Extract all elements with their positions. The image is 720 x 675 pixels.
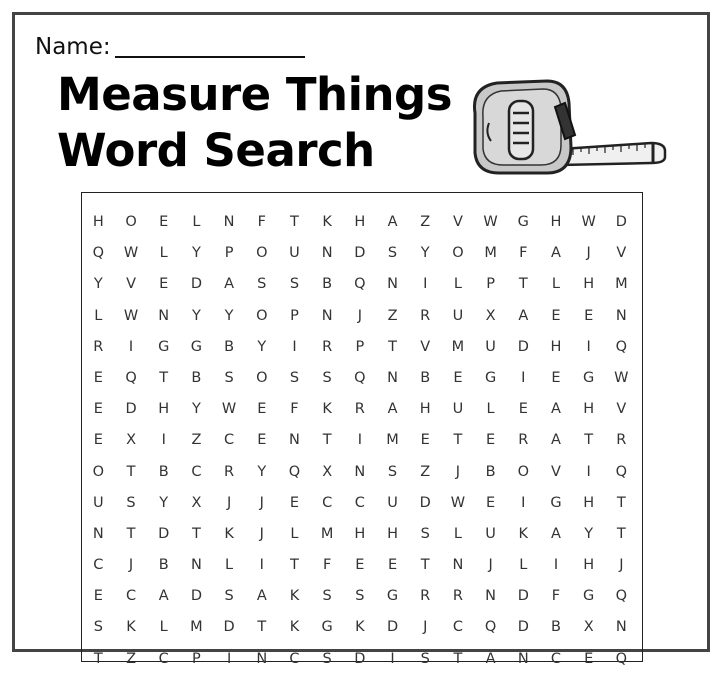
grid-letter: H (550, 338, 562, 355)
grid-letter: A (551, 525, 561, 542)
grid-letter: E (355, 557, 365, 574)
grid-letter: Q (615, 338, 628, 355)
grid-letter: L (551, 276, 561, 293)
grid-letter: S (322, 650, 332, 667)
grid-letter: L (159, 245, 168, 262)
grid-letter: S (224, 369, 234, 386)
grid-letter: T (453, 432, 463, 449)
grid-letter: Q (354, 369, 366, 386)
grid-letter: J (586, 245, 591, 262)
grid-letter: I (357, 432, 362, 449)
grid-letter: V (616, 245, 627, 262)
grid-letter: W (450, 494, 466, 511)
grid-letter: T (616, 525, 626, 542)
grid-letter: Q (615, 588, 628, 605)
grid-letter: E (93, 432, 103, 449)
grid-letter: T (322, 432, 332, 449)
grid-letter: F (519, 245, 528, 262)
grid-letter: Y (93, 276, 103, 293)
grid-letter: S (126, 494, 136, 511)
grid-letter: G (386, 588, 399, 605)
grid-letter: V (616, 401, 627, 418)
grid-letter: F (290, 401, 299, 418)
grid-letter: Q (615, 463, 628, 480)
grid-letter: T (126, 463, 136, 480)
grid-letter: Q (92, 245, 105, 262)
grid-letter: W (123, 307, 139, 324)
grid-letter: T (453, 650, 463, 667)
grid-letter: Z (387, 307, 398, 324)
grid-letter: L (290, 525, 299, 542)
worksheet-title (57, 67, 452, 179)
grid-letter: E (584, 307, 594, 324)
grid-letter: X (485, 307, 496, 324)
grid-letter: Q (354, 276, 366, 293)
grid-letter: E (486, 432, 496, 449)
grid-letter: U (387, 494, 398, 511)
grid-letter: L (453, 525, 462, 542)
grid-letter: I (521, 369, 526, 386)
grid-letter: N (321, 307, 333, 324)
grid-letter: K (126, 619, 136, 636)
grid-letter: Z (191, 432, 202, 449)
grid-row (82, 332, 642, 363)
grid-letter: A (551, 245, 561, 262)
grid-letter: G (583, 588, 595, 605)
grid-letter: D (354, 650, 366, 667)
title-line-1: Measure Things (57, 68, 453, 121)
grid-letter: M (320, 525, 334, 542)
grid-letter: K (355, 619, 365, 636)
grid-letter: O (256, 369, 268, 386)
grid-letter: T (420, 557, 430, 574)
grid-letter: S (289, 369, 300, 386)
grid-letter: V (551, 463, 561, 480)
grid-letter: P (192, 650, 201, 667)
grid-row (82, 581, 642, 612)
grid-letter: C (322, 494, 333, 511)
grid-letter: Y (257, 338, 267, 355)
grid-letter: S (257, 276, 267, 293)
grid-letter: I (226, 650, 232, 667)
grid-letter: O (92, 463, 105, 480)
grid-row (82, 269, 642, 300)
grid-letter: X (191, 494, 202, 511)
grid-letter: K (322, 214, 332, 230)
grid-letter: D (223, 619, 235, 636)
grid-letter: L (486, 401, 495, 418)
grid-letter: N (517, 650, 529, 667)
grid-letter: R (452, 588, 463, 605)
grid-letter: E (93, 401, 103, 418)
grid-letter: O (256, 307, 268, 324)
grid-letter: T (93, 650, 103, 667)
grid-letter: G (484, 369, 497, 386)
grid-letter: H (550, 214, 562, 230)
grid-letter: G (550, 494, 562, 511)
grid-letter: D (125, 401, 137, 418)
name-field-row (35, 31, 305, 61)
grid-letter: N (256, 650, 268, 667)
grid-letter: U (485, 338, 496, 355)
grid-letter: C (125, 588, 137, 605)
grid-letter: F (322, 557, 332, 574)
grid-letter: M (484, 245, 497, 262)
grid-letter: E (159, 276, 169, 293)
grid-letter: I (390, 650, 395, 667)
grid-letter: B (420, 369, 431, 386)
grid-letter: S (420, 525, 430, 542)
grid-letter: L (192, 214, 201, 230)
grid-letter: H (419, 401, 431, 418)
grid-letter: D (158, 525, 170, 542)
grid-row (82, 363, 642, 394)
grid-letter: L (225, 557, 234, 574)
grid-letter: L (159, 619, 168, 636)
grid-letter: N (485, 588, 497, 605)
grid-letter: R (224, 463, 235, 480)
grid-letter: I (259, 557, 264, 574)
grid-letter: S (224, 588, 234, 605)
grid-letter: D (190, 276, 202, 293)
grid-letter: Z (420, 463, 431, 480)
grid-letter: J (226, 494, 232, 511)
grid-letter: G (321, 619, 333, 636)
grid-letter: R (420, 588, 431, 605)
grid-letter: G (517, 214, 529, 230)
grid-letter: L (519, 557, 528, 574)
grid-letter: J (259, 525, 264, 542)
grid-letter: N (354, 463, 366, 480)
grid-letter: T (159, 369, 169, 386)
grid-letter: S (322, 369, 332, 386)
grid-row (82, 207, 642, 238)
grid-letter: E (453, 369, 463, 386)
grid-letter: Z (126, 650, 136, 667)
grid-letter: W (614, 369, 629, 386)
grid-letter: P (486, 276, 495, 293)
grid-letter: A (158, 588, 169, 605)
grid-letter: I (586, 338, 591, 355)
grid-letter: N (387, 369, 398, 386)
grid-letter: R (93, 338, 104, 355)
grid-row (82, 550, 642, 581)
grid-letter: E (387, 557, 398, 574)
grid-letter: I (586, 463, 591, 480)
grid-letter: B (322, 276, 333, 293)
grid-letter: E (159, 214, 169, 230)
grid-letter: J (488, 557, 493, 574)
grid-row (82, 457, 642, 488)
grid-letter: K (289, 588, 300, 605)
grid-letter: J (423, 619, 428, 636)
grid-row (82, 394, 642, 425)
grid-letter: O (125, 214, 137, 230)
grid-letter: A (518, 307, 529, 324)
grid-letter: F (551, 588, 561, 605)
grid-letter: U (93, 494, 104, 511)
grid-letter: E (551, 307, 561, 324)
grid-letter: F (257, 214, 266, 230)
grid-letter: Q (484, 619, 497, 636)
grid-letter: R (354, 401, 365, 418)
grid-letter: S (387, 463, 398, 480)
grid-letter: N (615, 619, 627, 636)
grid-letter: N (321, 245, 333, 262)
title-line-2: Word Search (57, 124, 375, 177)
grid-letter: Y (257, 463, 267, 480)
grid-letter: E (551, 369, 561, 386)
grid-letter: D (517, 338, 529, 355)
grid-letter: C (224, 432, 235, 449)
grid-letter: C (354, 494, 365, 511)
grid-letter: W (483, 214, 498, 230)
grid-letter: J (259, 494, 264, 511)
grid-row (82, 644, 642, 675)
grid-letter: J (357, 307, 362, 324)
grid-letter: E (257, 432, 267, 449)
grid-letter: C (550, 650, 562, 667)
grid-letter: H (583, 276, 595, 293)
grid-letter: M (451, 338, 465, 355)
grid-letter: X (322, 463, 333, 480)
grid-letter: U (289, 245, 300, 262)
letter-grid (81, 192, 643, 667)
grid-letter: P (290, 307, 299, 324)
grid-row (82, 425, 642, 456)
grid-letter: I (128, 338, 134, 355)
grid-letter: I (423, 276, 428, 293)
grid-letter: N (387, 276, 398, 293)
grid-letter: R (518, 432, 529, 449)
grid-letter: S (355, 588, 365, 605)
grid-letter: G (158, 338, 170, 355)
grid-letter: T (191, 525, 201, 542)
grid-letter: K (224, 525, 234, 542)
grid-letter: A (224, 276, 235, 293)
grid-letter: N (452, 557, 464, 574)
grid-letter: X (126, 432, 136, 449)
grid-letter: H (92, 214, 104, 230)
grid-letter: B (158, 557, 169, 574)
grid-letter: U (452, 307, 464, 324)
grid-letter: O (256, 245, 268, 262)
grid-letter: N (158, 307, 170, 324)
grid-letter: D (615, 214, 627, 230)
grid-letter: J (619, 557, 624, 574)
name-blank-line (115, 56, 305, 58)
grid-letter: N (615, 307, 627, 324)
grid-letter: L (453, 276, 462, 293)
grid-letter: U (485, 525, 496, 542)
grid-letter: E (93, 588, 103, 605)
grid-letter: U (452, 401, 464, 418)
grid-letter: E (584, 650, 594, 667)
grid-letter: A (387, 214, 398, 230)
grid-letter: S (420, 650, 430, 667)
grid-letter: T (290, 557, 299, 574)
grid-letter: O (517, 463, 529, 480)
grid-row (82, 519, 642, 550)
grid-letter: V (126, 276, 136, 293)
grid-letter: W (581, 214, 596, 230)
grid-letter: J (128, 557, 134, 574)
grid-letter: D (517, 588, 529, 605)
grid-letter: Y (191, 307, 201, 324)
grid-letter: H (354, 525, 366, 542)
grid-letter: L (94, 307, 103, 324)
grid-letter: H (583, 557, 595, 574)
grid-letter: B (191, 369, 202, 386)
grid-row (82, 612, 642, 643)
grid-letter: D (386, 619, 399, 636)
name-label: Name: (35, 34, 111, 60)
grid-letter: T (257, 619, 267, 636)
grid-row (82, 488, 642, 519)
grid-letter: A (551, 401, 561, 418)
grid-letter: C (289, 650, 300, 667)
grid-letter: E (420, 432, 430, 449)
grid-letter: T (126, 525, 136, 542)
grid-letter: E (518, 401, 528, 418)
grid-letter: M (190, 619, 203, 636)
grid-letter: N (92, 525, 104, 542)
worksheet (12, 12, 710, 667)
grid-letter: V (452, 214, 463, 230)
grid-letter: D (517, 619, 529, 636)
grid-letter: D (190, 588, 202, 605)
grid-letter: S (322, 588, 332, 605)
grid-letter: T (388, 338, 397, 355)
grid-letter: Y (159, 494, 169, 511)
grid-letter: H (354, 214, 366, 230)
grid-letter: X (583, 619, 594, 636)
grid-letter: G (190, 338, 203, 355)
grid-letter: N (223, 214, 235, 230)
grid-letter: C (191, 463, 202, 480)
grid-letter: O (452, 245, 464, 262)
grid-letter: P (355, 338, 365, 355)
grid-row (82, 301, 642, 332)
grid-letter: A (256, 588, 267, 605)
grid-letter: S (387, 245, 398, 262)
grid-letter: Y (224, 307, 234, 324)
grid-letter: N (190, 557, 202, 574)
grid-letter: E (93, 369, 103, 386)
grid-letter: A (387, 401, 398, 418)
grid-letter: B (224, 338, 235, 355)
grid-letter: C (452, 619, 463, 636)
grid-letter: R (322, 338, 333, 355)
grid-letter: I (161, 432, 166, 449)
grid-letter: B (158, 463, 169, 480)
grid-letter: T (584, 432, 594, 449)
grid-letter: B (485, 463, 496, 480)
grid-letter: H (583, 494, 595, 511)
grid-letter: R (616, 432, 627, 449)
grid-letter: S (93, 619, 103, 636)
grid-letter: I (292, 338, 297, 355)
grid-letter: Y (584, 525, 594, 542)
grid-letter: H (387, 525, 398, 542)
grid-row (82, 238, 642, 269)
grid-letter: T (616, 494, 626, 511)
grid-letter: M (615, 276, 628, 293)
grid-letter: E (486, 494, 496, 511)
grid-letter: H (158, 401, 170, 418)
grid-letter: Z (420, 214, 431, 230)
grid-letter: S (289, 276, 300, 293)
grid-letter: T (290, 214, 299, 230)
grid-letter: Q (288, 463, 301, 480)
grid-letter: Q (125, 369, 137, 386)
grid-letter: W (123, 245, 139, 262)
grid-letter: Y (191, 245, 201, 262)
grid-letter: K (518, 525, 529, 542)
grid-letter: M (386, 432, 399, 449)
grid-letter: T (518, 276, 528, 293)
grid-letter: Y (420, 245, 430, 262)
grid-letter: A (551, 432, 561, 449)
grid-letter: A (485, 650, 496, 667)
grid-letter: Q (615, 650, 628, 667)
grid-letter: E (257, 401, 267, 418)
grid-letter: V (420, 338, 431, 355)
tape-measure-icon (469, 73, 669, 179)
grid-letter: P (224, 245, 234, 262)
grid-letter: H (583, 401, 595, 418)
grid-letter: J (455, 463, 461, 480)
grid-letter: D (419, 494, 431, 511)
grid-letter: D (354, 245, 366, 262)
grid-letter: I (553, 557, 559, 574)
grid-letter: W (221, 401, 237, 418)
grid-letter: Y (191, 401, 201, 418)
grid-letter: G (583, 369, 595, 386)
grid-letter: E (289, 494, 300, 511)
grid-letter: R (420, 307, 431, 324)
grid-letter: K (289, 619, 300, 636)
grid-letter: B (550, 619, 561, 636)
grid-letter: C (158, 650, 169, 667)
grid-letter: C (93, 557, 104, 574)
grid-letter: K (322, 401, 332, 418)
grid-letter: N (289, 432, 300, 449)
grid-letter: I (521, 494, 526, 511)
